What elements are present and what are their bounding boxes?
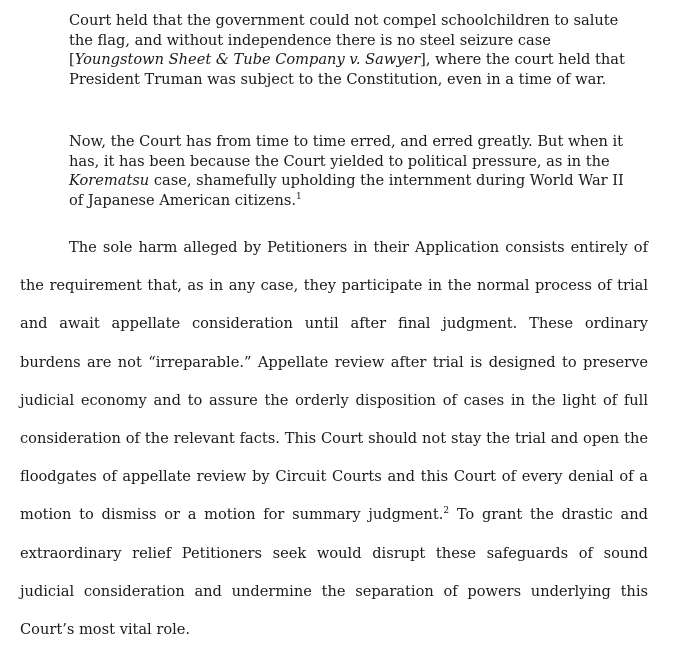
block-quote-youngstown xyxy=(69,11,629,89)
quote1-text-end: ], where the court held that President Truman was subject to the Constitution, even in a time of war. xyxy=(69,51,625,88)
body-paragraph xyxy=(20,229,648,649)
body-text-end: To grant the drastic and extraordinary relief Petitioners seek would disrupt these safeguards of sound judicial consideration and undermine the separation of powers underlying this Court’s most vital role. xyxy=(20,506,649,639)
case-name-korematsu: Korematsu xyxy=(69,172,150,189)
quote2-text-start: Now, the Court has from time to time erred, and erred greatly. But when it has, it has been because the Court yielded to political pressure, as in the xyxy=(69,133,624,170)
quote2-text-end: case, shamefully upholding the internment during World War II of Japanese American citizens. xyxy=(69,172,624,209)
footnote-marker-1[interactable]: 1 xyxy=(296,191,302,202)
quote1-text-start: Court held that the government could not compel schoolchildren to salute the flag, and without independence there is no steel seizure case [ xyxy=(69,12,619,68)
block-quote-korematsu xyxy=(69,132,629,210)
case-name-youngstown: Youngstown Sheet & Tube Company v. Sawyer xyxy=(74,51,421,68)
footnote-marker-2[interactable]: 2 xyxy=(443,506,450,517)
body-text-start: The sole harm alleged by Petitioners in their Application consists entirely of the requirement that, as in any case, they participate in the normal process of trial and await appellate consideration until after final judgment. These ordinary burdens are not “irreparable.” Appellate review after trial is designed to preserve judicial economy and to assure the orderly disposition of cases in the light of full consideration of the relevant facts. This Court should not stay the trial and open the floodgates of appellate review by Circuit Courts and this Court of every denial of a motion to dismiss or a motion for summary judgment. xyxy=(20,239,648,524)
